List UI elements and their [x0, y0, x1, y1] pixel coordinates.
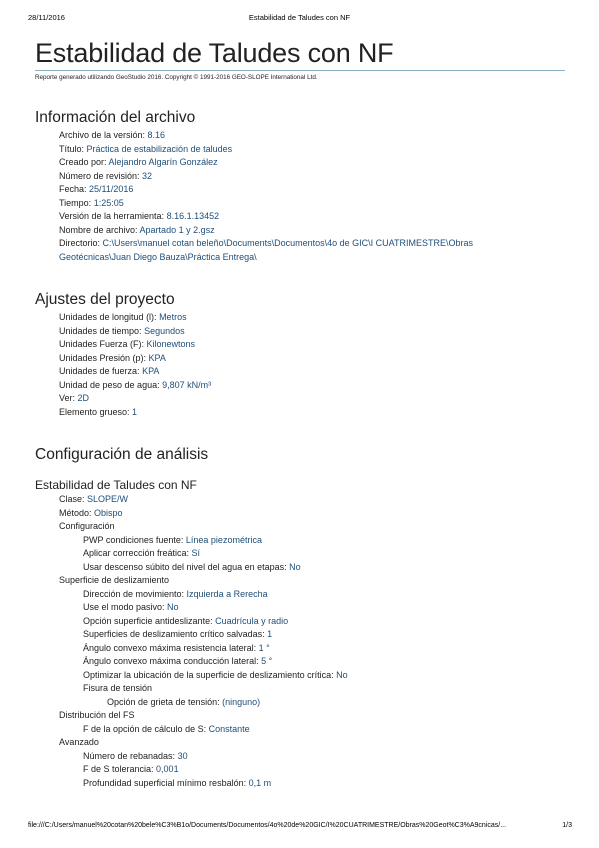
- print-page-number: 1/3: [562, 822, 572, 829]
- info-row-label: Use el modo pasivo:: [83, 602, 168, 612]
- info-row: [83, 535, 262, 546]
- info-row-label: Configuración: [59, 521, 115, 531]
- info-row-value: 9,807 kN/m³: [162, 379, 212, 390]
- info-row-label: Directorio:: [59, 238, 103, 248]
- info-row-label: Método:: [59, 507, 95, 518]
- info-row-value: Línea piezométrica: [185, 534, 262, 545]
- title-divider: [35, 70, 565, 71]
- info-row-value: KPA: [142, 366, 160, 376]
- info-row-label: Unidades de fuerza:: [59, 366, 143, 376]
- info-row-label: Archivo de la versión:: [59, 130, 148, 140]
- info-row-label: Superficie de deslizamiento: [59, 575, 170, 585]
- info-row: [83, 629, 272, 640]
- info-row-label: Versión de la herramienta:: [59, 211, 167, 221]
- info-row-label: Título:: [59, 143, 87, 154]
- section-heading-project-settings: Ajustes del proyecto: [35, 291, 175, 308]
- info-row-value: No: [167, 602, 179, 612]
- info-row-value: Izquierda a Rerecha: [186, 588, 268, 599]
- info-row-label: Dirección de movimiento:: [83, 588, 187, 599]
- info-row-label: Fecha:: [59, 184, 90, 194]
- info-row-value: 25/11/2016: [89, 184, 134, 194]
- info-row-label: Creado por:: [59, 157, 109, 167]
- info-row-label: Unidades de longitud (l):: [59, 312, 160, 322]
- info-row-value: Cuadrícula y radio: [215, 615, 289, 626]
- info-row: [59, 144, 232, 155]
- info-row-value: Obispo: [94, 507, 123, 518]
- info-row: [59, 339, 195, 350]
- info-row-value: 8.16: [147, 130, 166, 140]
- print-page-title: Estabilidad de Taludes con NF: [248, 13, 351, 22]
- info-row-label: Unidades Presión (p):: [59, 352, 149, 363]
- info-row: [59, 312, 187, 323]
- document-subtitle: Reporte generado utilizando GeoStudio 2016. Copyright © 1991-2016 GEO-SLOPE International Ltd.: [35, 74, 318, 81]
- info-row-label: Unidad de peso de agua:: [59, 379, 163, 390]
- info-row-label: Ver:: [59, 393, 78, 403]
- info-row-value: No: [336, 669, 348, 680]
- analysis-subheading: Estabilidad de Taludes con NF: [35, 478, 197, 492]
- info-row-value: Metros: [159, 312, 187, 322]
- info-row-value: Geotécnicas\Juan Diego Bauza\Práctica Entrega\: [59, 251, 257, 262]
- info-row: [59, 494, 128, 505]
- info-row-value: 1: [132, 406, 138, 417]
- info-row-label: Clase:: [59, 494, 88, 504]
- info-row-label: F de S tolerancia:: [83, 764, 157, 774]
- print-file-path: file:///C:/Users/manuel%20cotan%20bele%C3%B1o/Documents/Documentos/4o%20de%20GIC/I%20CUATRIMESTRE/Obras%20Geot%C3%A9cnicas/...: [28, 822, 507, 829]
- info-row: [59, 238, 473, 249]
- info-row: [59, 710, 135, 721]
- info-row: [59, 521, 115, 532]
- info-row: [83, 764, 179, 775]
- info-row: [59, 380, 211, 391]
- info-row: [59, 353, 166, 364]
- info-row: [59, 393, 89, 404]
- info-row: [83, 643, 270, 654]
- info-row: [59, 130, 165, 141]
- info-row: [83, 656, 272, 667]
- info-row: [83, 616, 288, 627]
- info-row-label: Profundidad superficial mínimo resbalón:: [83, 777, 249, 788]
- info-row: [83, 724, 250, 735]
- info-row-label: Opción superficie antideslizante:: [83, 615, 216, 626]
- info-row: [59, 575, 169, 586]
- info-row: [59, 508, 123, 519]
- info-row-value: Apartado 1 y 2.gsz: [139, 224, 215, 235]
- info-row: [59, 326, 185, 337]
- info-row-value: 32: [142, 170, 153, 181]
- info-row: [83, 548, 200, 559]
- info-row-value: 8.16.1.13452: [166, 211, 220, 221]
- info-row-label: Número de revisión:: [59, 170, 143, 181]
- info-row: [83, 562, 301, 573]
- info-row-label: Unidades Fuerza (F):: [59, 339, 147, 349]
- info-row-label: PWP condiciones fuente:: [83, 534, 186, 545]
- info-row-label: Fisura de tensión: [83, 683, 153, 693]
- info-row-value: Kilonewtons: [146, 339, 196, 349]
- info-row: [59, 366, 159, 377]
- info-row-value: C:\Users\manuel cotan beleño\Documents\Documentos\4o de GIC\I CUATRIMESTRE\Obras: [102, 238, 473, 248]
- info-row: [83, 602, 179, 613]
- info-row: [83, 589, 268, 600]
- info-row-value: 1 °: [258, 642, 270, 653]
- info-row: [59, 184, 133, 195]
- info-row-value: 2D: [77, 393, 90, 403]
- info-row-value: Práctica de estabilización de taludes: [86, 143, 233, 154]
- document-title: Estabilidad de Taludes con NF: [35, 38, 394, 68]
- info-row-value: KPA: [148, 352, 166, 363]
- info-row: [59, 157, 218, 168]
- print-header: [0, 13, 599, 25]
- info-row-label: Optimizar la ubicación de la superficie de deslizamiento crítica:: [83, 669, 337, 680]
- info-row-label: Ángulo convexo máxima conducción lateral:: [83, 656, 262, 666]
- info-row-label: Superficies de deslizamiento crítico salvadas:: [83, 629, 268, 639]
- info-row: [59, 407, 137, 418]
- print-date: 28/11/2016: [28, 13, 65, 22]
- info-row-label: Avanzado: [59, 737, 99, 747]
- section-heading-analysis-config: Configuración de análisis: [35, 446, 209, 463]
- info-row: [59, 171, 152, 182]
- info-row: [83, 670, 348, 681]
- info-row-value: 30: [177, 750, 188, 761]
- info-row-value: Alejandro Algarín González: [108, 157, 218, 167]
- info-row-label: Ángulo convexo máxima resistencia lateral:: [83, 642, 259, 653]
- info-row: [83, 683, 152, 694]
- info-row-label: F de la opción de cálculo de S:: [83, 723, 209, 734]
- info-row: [83, 778, 271, 789]
- info-row-value: 0,001: [156, 764, 179, 774]
- info-row-value: Constante: [208, 723, 250, 734]
- info-row: [83, 751, 188, 762]
- info-row-label: Número de rebanadas:: [83, 750, 178, 761]
- info-row-value: (ninguno): [222, 696, 261, 707]
- info-row-value: Sí: [191, 548, 201, 558]
- info-row-label: Tiempo:: [59, 197, 94, 208]
- info-row-label: Elemento grueso:: [59, 406, 133, 417]
- info-row-value: 1:25:05: [93, 197, 124, 208]
- info-row-value: 0,1 m: [248, 777, 272, 788]
- info-row-label: Usar descenso súbito del nivel del agua en etapas:: [83, 561, 290, 572]
- info-row-value: 5 °: [261, 656, 273, 666]
- info-row-label: Opción de grieta de tensión:: [107, 696, 223, 707]
- info-row-label: Aplicar corrección freática:: [83, 548, 192, 558]
- info-row: [59, 225, 215, 236]
- info-row: [59, 211, 219, 222]
- info-row-value: Segundos: [144, 325, 185, 336]
- section-heading-file-info: Información del archivo: [35, 109, 196, 126]
- info-row-value: No: [289, 561, 301, 572]
- info-row-label: Unidades de tiempo:: [59, 325, 145, 336]
- info-row-value: 1: [267, 629, 273, 639]
- info-row-value: SLOPE/W: [87, 494, 129, 504]
- info-row: [59, 198, 124, 209]
- info-row: [59, 737, 99, 748]
- info-row: [59, 252, 257, 263]
- print-footer: [0, 822, 599, 834]
- info-row: [107, 697, 260, 708]
- info-row-label: Distribución del FS: [59, 710, 135, 720]
- info-row-label: Nombre de archivo:: [59, 224, 140, 235]
